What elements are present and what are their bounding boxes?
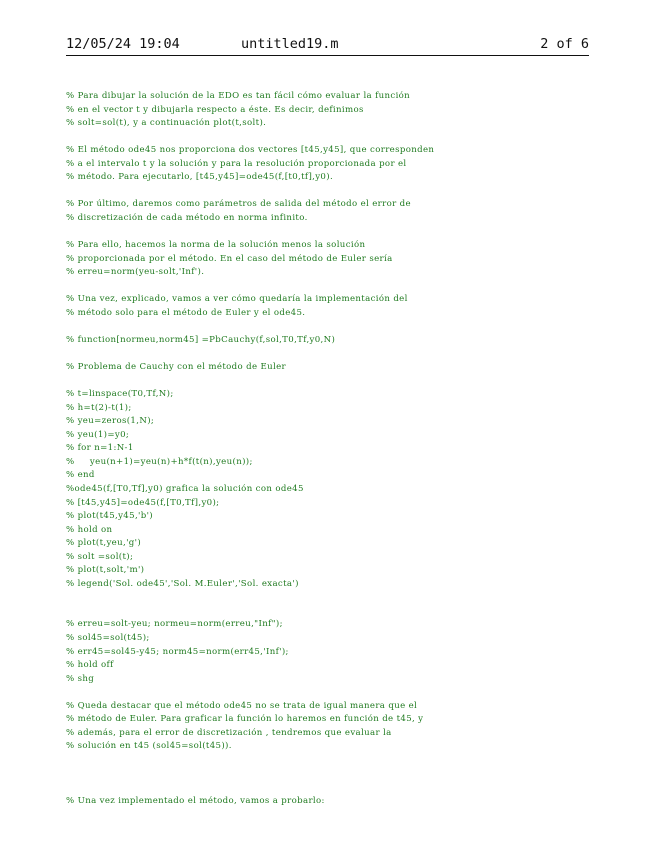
code-line: % end <box>66 470 95 481</box>
code-line: % Para ello, hacemos la norma de la solución menos la solución <box>66 240 366 251</box>
header-rule <box>66 55 589 56</box>
header-filename: untitled19.m <box>241 36 339 52</box>
code-line: % Queda destacar que el método ode45 no se trata de igual manera que el <box>66 700 418 711</box>
header-page-number: 2 of 6 <box>540 36 589 52</box>
code-line: % método de Euler. Para graficar la función lo haremos en función de t45, y <box>66 714 424 725</box>
code-line: % solt =sol(t); <box>66 551 134 562</box>
code-line: % El método ode45 nos proporciona dos vectores [t45,y45], que corresponden <box>66 145 435 156</box>
code-line: % yeu=zeros(1,N); <box>66 416 155 427</box>
code-line: % legend('Sol. ode45','Sol. M.Euler','Sol. exacta') <box>66 578 299 589</box>
code-line: % function[normeu,norm45] =PbCauchy(f,sol,T0,Tf,y0,N) <box>66 334 336 345</box>
code-line: % for n=1:N-1 <box>66 443 134 454</box>
code-line: % discretización de cada método en norma infinito. <box>66 212 308 223</box>
code-line: % t=linspace(T0,Tf,N); <box>66 389 174 400</box>
header-datetime: 12/05/24 19:04 <box>66 36 180 52</box>
code-line: % proporcionada por el método. En el caso del método de Euler sería <box>66 253 393 264</box>
code-line: % plot(t45,y45,'b') <box>66 511 153 522</box>
code-line: % Para dibujar la solución de la EDO es tan fácil cómo evaluar la función <box>66 91 411 101</box>
code-line: % Una vez, explicado, vamos a ver cómo quedaría la implementación del <box>66 294 408 305</box>
code-line: % hold on <box>66 524 113 535</box>
code-line: % solt=sol(t), y a continuación plot(t,solt). <box>66 118 267 129</box>
code-line: % a el intervalo t y la solución y para la resolución proporcionada por el <box>66 158 407 169</box>
code-line: % erreu=norm(yeu-solt,'Inf'). <box>66 267 205 278</box>
code-line: % [t45,y45]=ode45(f,[T0,Tf],y0); <box>66 497 220 508</box>
code-line: %ode45(f,[T0,Tf],y0) grafica la solución con ode45 <box>66 483 304 494</box>
code-line: % yeu(n+1)=yeu(n)+h*f(t(n),yeu(n)); <box>66 456 253 467</box>
code-line: % Una vez implementado el método, vamos a probarlo: <box>66 795 325 806</box>
code-line: % sol45=sol(t45); <box>66 633 150 643</box>
code-line: % en el vector t y dibujarla respecto a éste. Es decir, definimos <box>66 104 364 115</box>
code-line: % erreu=solt-yeu; normeu=norm(erreu,"Inf"); <box>66 619 283 630</box>
code-line: % plot(t,solt,'m') <box>66 565 145 576</box>
page-header <box>66 36 589 56</box>
code-line: % Problema de Cauchy con el método de Euler <box>66 362 286 372</box>
code-line: % Por último, daremos como parámetros de salida del método el error de <box>66 199 411 210</box>
code-line: % err45=sol45-y45; norm45=norm(err45,'Inf'); <box>66 646 289 657</box>
code-line: % h=t(2)-t(1); <box>66 402 132 413</box>
code-line: % método solo para el método de Euler y el ode45. <box>66 307 306 318</box>
code-line: % plot(t,yeu,'g') <box>66 538 142 549</box>
code-line: % shg <box>66 673 95 684</box>
code-line: % método. Para ejecutarlo, [t45,y45]=ode45(f,[t0,tf],y0). <box>66 172 334 183</box>
code-line: % además, para el error de discretización , tendremos que evaluar la <box>66 727 392 738</box>
code-line: % yeu(1)=y0; <box>66 429 130 440</box>
code-line: % hold off <box>66 660 114 671</box>
code-line: % solución en t45 (sol45=sol(t45)). <box>66 741 232 752</box>
